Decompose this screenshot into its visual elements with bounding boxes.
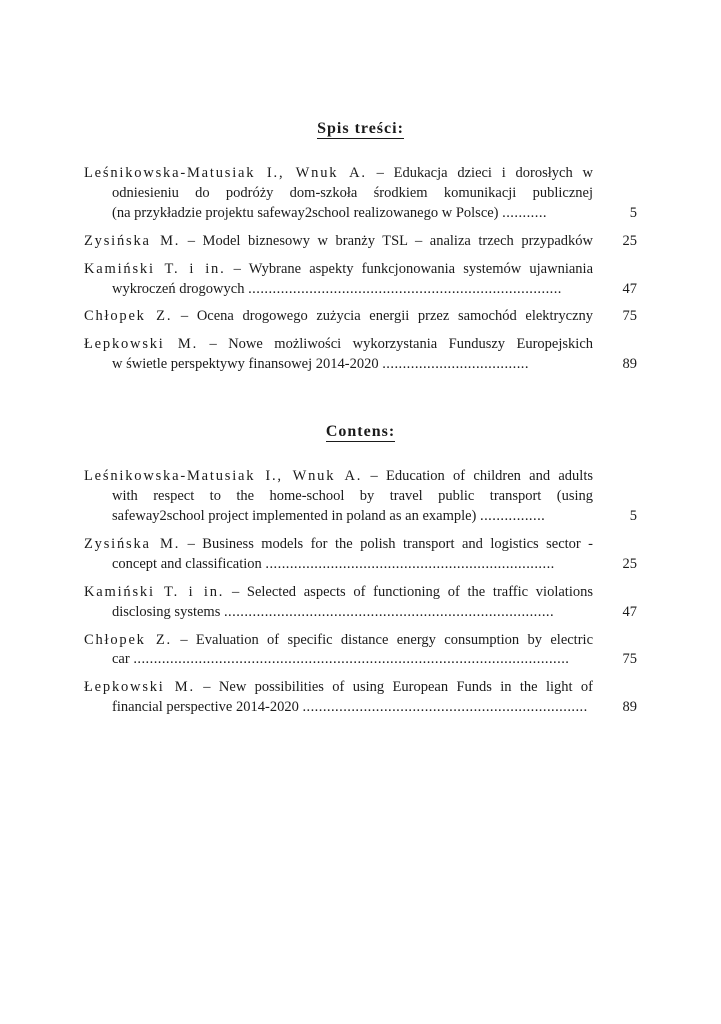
entry-text: [84, 631, 593, 671]
toc-entry: [84, 335, 637, 375]
entry-page-number: 5: [629, 204, 637, 221]
entry-page-number: 47: [622, 280, 637, 297]
entry-line-text: w świetle perspektywy finansowej 2014-2020: [112, 356, 379, 373]
entry-line: [84, 307, 593, 327]
entry-line: [84, 631, 593, 651]
entry-page-number: 47: [622, 603, 637, 620]
entry-line: [84, 535, 593, 555]
toc-entry: [84, 583, 637, 623]
dot-leader: ................: [480, 507, 546, 524]
entry-line: [84, 678, 593, 698]
entry-line-text: disclosing systems: [112, 603, 221, 620]
entry-authors: Leśnikowska-Matusiak I., Wnuk A.: [84, 165, 367, 181]
dot-leader: ...........................................................................................................: [133, 651, 570, 668]
entry-line: [84, 555, 593, 575]
entry-title-text: – Nowe możliwości wykorzystania Funduszy Europejskich: [209, 336, 593, 353]
entry-text: [84, 260, 593, 300]
entry-line: [84, 232, 593, 252]
entry-line-text: safeway2school project implemented in poland as an example): [112, 507, 477, 524]
entry-text: [84, 678, 593, 718]
toc-content: [84, 0, 637, 726]
heading-text-polish: Spis treści:: [317, 120, 404, 137]
entry-line-text: (na przykładzie projektu safeway2school realizowanego w Polsce): [112, 204, 499, 221]
entry-authors: Kamiński T. i in.: [84, 583, 225, 600]
entry-line: [84, 204, 593, 224]
entry-line: [84, 280, 593, 300]
entry-line: [84, 164, 593, 184]
entry-text: [84, 307, 593, 327]
entry-title-text: – Model biznesowy w branży TSL – analiza trzech przypadków: [187, 232, 593, 249]
entry-line: [84, 355, 593, 375]
entry-authors: Zysińska M.: [84, 535, 181, 552]
entry-authors: Zysińska M.: [84, 232, 181, 249]
entry-line: [84, 467, 593, 487]
toc-entry: [84, 631, 637, 671]
entry-text: [84, 164, 593, 224]
entry-line-text: financial perspective 2014-2020: [112, 699, 299, 716]
entry-line: [84, 507, 593, 527]
dot-leader: .............................................................................: [248, 280, 562, 297]
dot-leader: ....................................: [382, 356, 529, 373]
entry-page-number: 75: [622, 308, 637, 325]
entry-authors: Leśnikowska-Matusiak I., Wnuk A.: [84, 468, 363, 485]
entry-line: [84, 650, 593, 670]
entry-authors: Chłopek Z.: [84, 631, 172, 648]
entry-line: [84, 698, 593, 718]
toc-entry: [84, 535, 637, 575]
dot-leader: ...........: [502, 204, 547, 221]
toc-entry: [84, 260, 637, 300]
entry-title-text: – Ocena drogowego zużycia energii przez samochód elektryczny: [180, 308, 593, 325]
entry-page-number: 25: [622, 232, 637, 249]
dot-leader: ......................................................................: [302, 699, 588, 716]
toc-entry: [84, 164, 637, 224]
dot-leader: .................................................................................: [223, 603, 555, 620]
toc-entry: [84, 678, 637, 718]
entry-title-text: – Edukacja dzieci i dorosłych w: [376, 165, 593, 181]
entry-title-text: – Evaluation of specific distance energy consumption by electric: [180, 631, 593, 648]
entry-text: [84, 335, 593, 375]
entry-authors: Łepkowski M.: [84, 679, 195, 696]
entry-text: [84, 467, 593, 527]
entry-line-text: wykroczeń drogowych: [112, 280, 245, 297]
entry-line: odniesieniu do podróży dom-szkoła środkiem komunikacji publicznej: [112, 184, 593, 201]
toc-list-polish: [84, 164, 637, 375]
entry-page-number: 25: [622, 555, 637, 572]
entry-page-number: 89: [622, 699, 637, 716]
entry-line: [84, 335, 593, 355]
toc-entry: [84, 232, 637, 252]
entry-authors: Łepkowski M.: [84, 336, 199, 353]
entry-title-text: – Business models for the polish transport and logistics sector -: [187, 535, 593, 552]
entry-line: with respect to the home-school by travel public transport (using: [112, 488, 593, 505]
entry-page-number: 5: [629, 507, 637, 524]
section-heading-english: [84, 421, 637, 443]
entry-line-text: concept and classification: [112, 555, 262, 572]
entry-authors: Chłopek Z.: [84, 308, 173, 325]
dot-leader: .......................................................................: [265, 555, 555, 572]
entry-title-text: – Selected aspects of functioning of the traffic violations: [231, 583, 593, 600]
toc-entry: [84, 307, 637, 327]
entry-title-text: – New possibilities of using European Funds in the light of: [203, 679, 593, 696]
entry-line: [84, 603, 593, 623]
entry-line: [84, 583, 593, 603]
entry-page-number: 75: [622, 651, 637, 668]
entry-line: [84, 260, 593, 280]
entry-line-text: car: [112, 651, 130, 668]
toc-entry: [84, 467, 637, 527]
heading-text-english: Contens:: [325, 423, 396, 441]
entry-title-text: – Wybrane aspekty funkcjonowania systemów ujawniania: [233, 260, 593, 277]
entry-authors: Kamiński T. i in.: [84, 260, 226, 277]
entry-title-text: – Education of children and adults: [370, 468, 593, 485]
toc-list-english: [84, 467, 637, 718]
entry-text: [84, 535, 593, 575]
entry-text: [84, 583, 593, 623]
entry-page-number: 89: [622, 356, 637, 373]
section-heading-polish: [84, 118, 637, 140]
entry-text: [84, 232, 593, 252]
